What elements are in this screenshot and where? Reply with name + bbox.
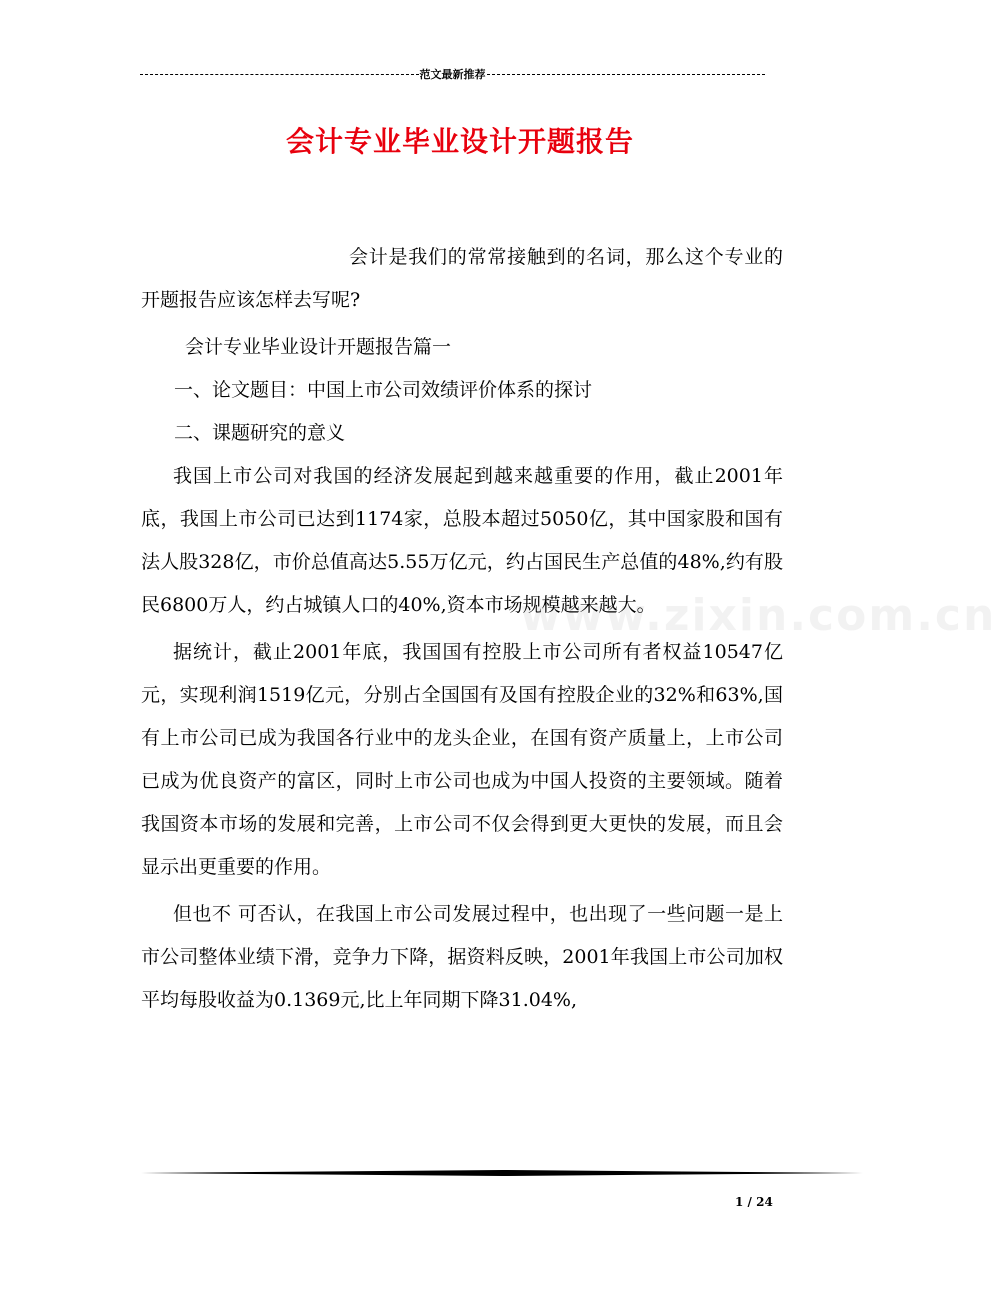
document-body (141, 236, 783, 1026)
watermark: www.zixin.com.cn (520, 590, 996, 641)
body-paragraph-2: 据统计，截止2001年底，我国国有控股上市公司所有者权益10547亿元，实现利润1519亿元，分别占全国国有及国有控股企业的32%和63%,国有上市公司已成为我国各行业中的龙头企业，在国有资产质量上，上市公司已成为优良资产的富区，同时上市公司也成为中国人投资的主要领域。随着我国资本市场的发展和完善，上市公司不仅会得到更大更快的发展，而且会显示出更重要的作用。 (141, 641, 783, 878)
page-number: 1 / 24 (735, 1195, 773, 1209)
body-paragraph-1: 我国上市公司对我国的经济发展起到越来越重要的作用，截止2001年底，我国上市公司已达到1174家，总股本超过5050亿，其中国家股和国有法人股328亿，市价总值高达5.55万亿元，约占国民生产总值的48%,约有股民6800万人，约占城镇人口的40%,资本市场规模越来越大。 (141, 465, 783, 616)
header-dashes-left (140, 74, 419, 75)
section-heading: 会计专业毕业设计开题报告篇一 (185, 336, 452, 358)
footer-rule (141, 1170, 863, 1176)
header-dashes-right (487, 74, 766, 75)
document-title: 会计专业毕业设计开题报告 (285, 125, 634, 158)
list-item-topic: 一、论文题目：中国上市公司效绩评价体系的探讨 (174, 379, 593, 401)
intro-paragraph: 会计是我们的常常接触到的名词，那么这个专业的开题报告应该怎样去写呢? (141, 246, 783, 311)
page-header (140, 66, 765, 82)
body-paragraph-3: 但也不 可否认，在我国上市公司发展过程中，也出现了一些问题一是上市公司整体业绩下滑，竞争力下降，据资料反映，2001年我国上市公司加权平均每股收益为0.1369元,比上年同期下降31.04%, (141, 903, 783, 1011)
list-item-significance: 二、课题研究的意义 (174, 422, 346, 444)
header-label: 范文最新推荐 (419, 68, 486, 81)
